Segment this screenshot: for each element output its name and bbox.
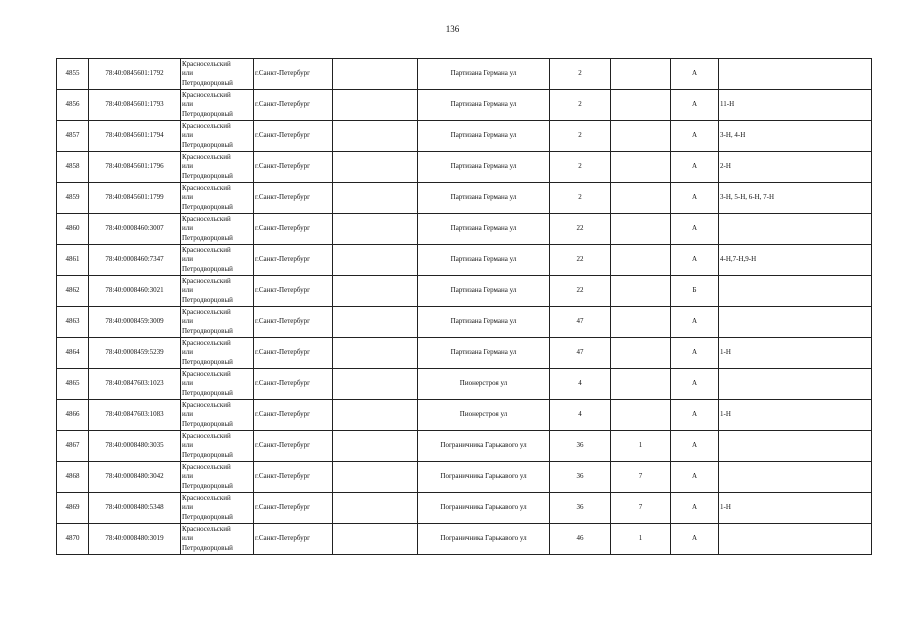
cadastral-number-cell: 78:40:0008480:3019 [89,524,181,555]
row-number-cell: 4857 [57,121,89,152]
corpus-cell [611,276,671,307]
premises-cell: 1-Н [719,400,872,431]
district-line: Петродворцовый [182,357,233,366]
table-row [57,121,872,152]
district-line: Петродворцовый [182,543,233,552]
cadastral-number-cell: 78:40:0008460:3021 [89,276,181,307]
district-line: или [182,534,193,543]
district-line: Петродворцовый [182,450,233,459]
district-line: или [182,348,193,357]
row-number-cell: 4865 [57,369,89,400]
litera-cell: А [671,431,719,462]
district-line: Красносельский [182,524,231,533]
street-cell: Партизана Германа ул [418,121,550,152]
cadastral-number-cell: 78:40:0845601:1799 [89,183,181,214]
district-cell [181,307,254,338]
premises-cell: 11-Н [719,90,872,121]
table-row [57,369,872,400]
street-cell: Партизана Германа ул [418,90,550,121]
district-line: или [182,255,193,264]
extra-cell [333,90,418,121]
extra-cell [333,400,418,431]
corpus-cell [611,400,671,431]
extra-cell [333,276,418,307]
city-cell: г.Санкт-Петербург [254,276,333,307]
litera-cell: А [671,493,719,524]
table-row [57,59,872,90]
premises-cell [719,214,872,245]
district-line: Красносельский [182,183,231,192]
row-number-cell: 4861 [57,245,89,276]
table-row [57,183,872,214]
house-number-cell: 22 [550,276,611,307]
corpus-cell [611,307,671,338]
district-cell [181,90,254,121]
row-number-cell: 4860 [57,214,89,245]
premises-cell [719,307,872,338]
district-cell [181,493,254,524]
city-cell: г.Санкт-Петербург [254,307,333,338]
house-number-cell: 2 [550,183,611,214]
premises-cell: 2-Н [719,152,872,183]
premises-cell [719,462,872,493]
house-number-cell: 2 [550,121,611,152]
street-cell: Партизана Германа ул [418,338,550,369]
corpus-cell [611,338,671,369]
corpus-cell [611,59,671,90]
district-line: или [182,472,193,481]
district-line: или [182,69,193,78]
litera-cell: Б [671,276,719,307]
cadastral-number-cell: 78:40:0845601:1796 [89,152,181,183]
city-cell: г.Санкт-Петербург [254,121,333,152]
street-cell: Партизана Германа ул [418,245,550,276]
street-cell: Партизана Германа ул [418,276,550,307]
corpus-cell: 1 [611,524,671,555]
city-cell: г.Санкт-Петербург [254,59,333,90]
cadastral-number-cell: 78:40:0008459:3009 [89,307,181,338]
row-number-cell: 4869 [57,493,89,524]
district-cell [181,245,254,276]
district-line: Красносельский [182,276,231,285]
cadastral-number-cell: 78:40:0008480:3035 [89,431,181,462]
extra-cell [333,431,418,462]
table-row [57,431,872,462]
registry-table [56,58,872,555]
district-line: или [182,317,193,326]
district-line: Петродворцовый [182,419,233,428]
corpus-cell [611,183,671,214]
district-line: Петродворцовый [182,233,233,242]
corpus-cell [611,245,671,276]
district-cell [181,152,254,183]
house-number-cell: 46 [550,524,611,555]
row-number-cell: 4870 [57,524,89,555]
city-cell: г.Санкт-Петербург [254,183,333,214]
premises-cell [719,276,872,307]
city-cell: г.Санкт-Петербург [254,431,333,462]
house-number-cell: 47 [550,338,611,369]
city-cell: г.Санкт-Петербург [254,90,333,121]
street-cell: Пионерстроя ул [418,369,550,400]
litera-cell: А [671,245,719,276]
premises-cell [719,59,872,90]
district-line: или [182,286,193,295]
district-line: или [182,441,193,450]
street-cell: Пограничника Гарькавого ул [418,524,550,555]
district-line: или [182,224,193,233]
extra-cell [333,183,418,214]
district-line: или [182,100,193,109]
district-line: Красносельский [182,431,231,440]
district-line: или [182,193,193,202]
district-cell [181,183,254,214]
table-row [57,338,872,369]
table-row [57,307,872,338]
district-cell [181,400,254,431]
litera-cell: А [671,369,719,400]
district-line: Петродворцовый [182,326,233,335]
premises-cell: 3-Н, 5-Н, 6-Н, 7-Н [719,183,872,214]
district-line: Красносельский [182,307,231,316]
premises-cell [719,369,872,400]
district-line: или [182,410,193,419]
row-number-cell: 4863 [57,307,89,338]
litera-cell: А [671,462,719,493]
city-cell: г.Санкт-Петербург [254,493,333,524]
litera-cell: А [671,90,719,121]
street-cell: Партизана Германа ул [418,59,550,90]
district-cell [181,121,254,152]
cadastral-number-cell: 78:40:0008460:3007 [89,214,181,245]
house-number-cell: 2 [550,90,611,121]
district-line: Красносельский [182,59,231,68]
litera-cell: А [671,152,719,183]
extra-cell [333,59,418,90]
table-row [57,245,872,276]
extra-cell [333,121,418,152]
extra-cell [333,152,418,183]
district-cell [181,462,254,493]
district-line: Красносельский [182,369,231,378]
table-row [57,276,872,307]
row-number-cell: 4859 [57,183,89,214]
cadastral-number-cell: 78:40:0008480:3042 [89,462,181,493]
city-cell: г.Санкт-Петербург [254,524,333,555]
district-line: Петродворцовый [182,264,233,273]
extra-cell [333,245,418,276]
table-row [57,90,872,121]
city-cell: г.Санкт-Петербург [254,245,333,276]
extra-cell [333,462,418,493]
district-line: Петродворцовый [182,202,233,211]
table-row [57,493,872,524]
table-row [57,524,872,555]
row-number-cell: 4868 [57,462,89,493]
corpus-cell [611,121,671,152]
district-line: Красносельский [182,214,231,223]
house-number-cell: 4 [550,400,611,431]
district-line: Петродворцовый [182,295,233,304]
cadastral-number-cell: 78:40:0845601:1792 [89,59,181,90]
district-cell [181,214,254,245]
premises-cell: 4-Н,7-Н,9-Н [719,245,872,276]
street-cell: Партизана Германа ул [418,307,550,338]
cadastral-number-cell: 78:40:0845601:1793 [89,90,181,121]
street-cell: Партизана Германа ул [418,214,550,245]
row-number-cell: 4856 [57,90,89,121]
street-cell: Партизана Германа ул [418,152,550,183]
corpus-cell: 1 [611,431,671,462]
cadastral-number-cell: 78:40:0008480:5348 [89,493,181,524]
cadastral-number-cell: 78:40:0847603:1083 [89,400,181,431]
house-number-cell: 4 [550,369,611,400]
district-cell [181,431,254,462]
litera-cell: А [671,338,719,369]
extra-cell [333,338,418,369]
table-row [57,152,872,183]
registry-table-body [57,59,872,555]
extra-cell [333,369,418,400]
cadastral-number-cell: 78:40:0845601:1794 [89,121,181,152]
corpus-cell: 7 [611,493,671,524]
street-cell: Пограничника Гарькавого ул [418,493,550,524]
house-number-cell: 36 [550,431,611,462]
district-line: или [182,162,193,171]
row-number-cell: 4855 [57,59,89,90]
house-number-cell: 2 [550,152,611,183]
litera-cell: А [671,214,719,245]
house-number-cell: 2 [550,59,611,90]
district-line: Красносельский [182,90,231,99]
district-line: Петродворцовый [182,481,233,490]
extra-cell [333,493,418,524]
city-cell: г.Санкт-Петербург [254,338,333,369]
house-number-cell: 47 [550,307,611,338]
district-line: или [182,379,193,388]
corpus-cell [611,90,671,121]
litera-cell: А [671,121,719,152]
street-cell: Партизана Германа ул [418,183,550,214]
row-number-cell: 4864 [57,338,89,369]
corpus-cell [611,369,671,400]
premises-cell [719,524,872,555]
corpus-cell [611,214,671,245]
district-line: Петродворцовый [182,512,233,521]
page-number: 136 [445,24,460,34]
row-number-cell: 4866 [57,400,89,431]
litera-cell: А [671,524,719,555]
premises-cell [719,431,872,462]
city-cell: г.Санкт-Петербург [254,462,333,493]
district-line: Петродворцовый [182,109,233,118]
premises-cell: 3-Н, 4-Н [719,121,872,152]
row-number-cell: 4858 [57,152,89,183]
corpus-cell: 7 [611,462,671,493]
district-line: Красносельский [182,121,231,130]
table-row [57,400,872,431]
city-cell: г.Санкт-Петербург [254,214,333,245]
district-line: Красносельский [182,462,231,471]
row-number-cell: 4862 [57,276,89,307]
district-cell [181,338,254,369]
extra-cell [333,307,418,338]
table-row [57,214,872,245]
premises-cell: 1-Н [719,338,872,369]
corpus-cell [611,152,671,183]
district-cell [181,59,254,90]
district-line: Красносельский [182,493,231,502]
house-number-cell: 22 [550,245,611,276]
litera-cell: А [671,307,719,338]
cadastral-number-cell: 78:40:0847603:1023 [89,369,181,400]
district-cell [181,369,254,400]
district-line: Петродворцовый [182,171,233,180]
district-line: Петродворцовый [182,388,233,397]
district-cell [181,524,254,555]
house-number-cell: 36 [550,493,611,524]
street-cell: Пограничника Гарькавого ул [418,431,550,462]
district-line: Красносельский [182,338,231,347]
extra-cell [333,524,418,555]
house-number-cell: 36 [550,462,611,493]
district-line: Красносельский [182,245,231,254]
district-line: или [182,503,193,512]
district-line: или [182,131,193,140]
premises-cell: 1-Н [719,493,872,524]
district-line: Петродворцовый [182,78,233,87]
district-line: Красносельский [182,400,231,409]
city-cell: г.Санкт-Петербург [254,152,333,183]
litera-cell: А [671,59,719,90]
district-line: Красносельский [182,152,231,161]
extra-cell [333,214,418,245]
house-number-cell: 22 [550,214,611,245]
cadastral-number-cell: 78:40:0008459:5239 [89,338,181,369]
city-cell: г.Санкт-Петербург [254,400,333,431]
district-line: Петродворцовый [182,140,233,149]
litera-cell: А [671,400,719,431]
city-cell: г.Санкт-Петербург [254,369,333,400]
row-number-cell: 4867 [57,431,89,462]
street-cell: Пионерстроя ул [418,400,550,431]
street-cell: Пограничника Гарькавого ул [418,462,550,493]
cadastral-number-cell: 78:40:0008460:7347 [89,245,181,276]
table-row [57,462,872,493]
district-cell [181,276,254,307]
litera-cell: А [671,183,719,214]
